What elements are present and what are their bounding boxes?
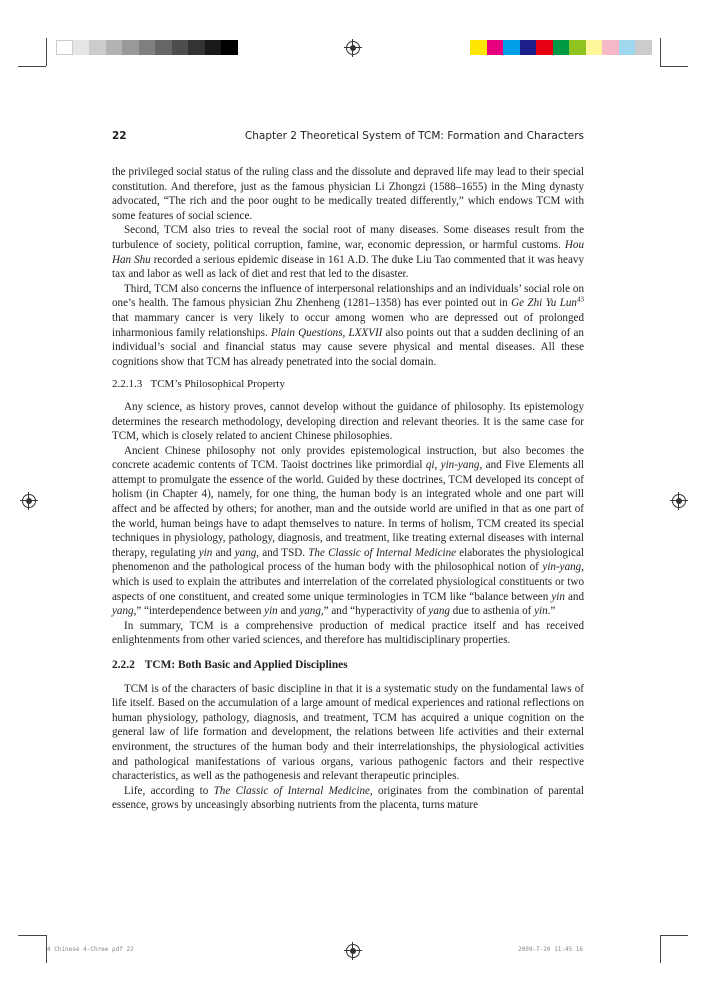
gray-bar-swatch bbox=[221, 40, 238, 55]
gray-bar-swatch bbox=[56, 40, 73, 55]
color-bar-swatch bbox=[470, 40, 487, 55]
running-head: Chapter 2 Theoretical System of TCM: Formation and Characters bbox=[244, 130, 584, 142]
registration-mark-top bbox=[346, 41, 360, 55]
crop-mark-bottom-right-v bbox=[660, 935, 661, 963]
color-bar-swatch bbox=[503, 40, 520, 55]
crop-mark-bottom-left-h bbox=[18, 935, 46, 936]
crop-mark-top-right-h bbox=[660, 66, 688, 67]
crop-mark-top-left-v bbox=[46, 38, 47, 66]
section-number: 2.2.1.3 bbox=[112, 378, 143, 391]
color-bar-swatch bbox=[619, 40, 636, 55]
color-bar-swatch bbox=[635, 40, 652, 55]
print-slug-right: 2009-7-20 11:45 16 bbox=[518, 946, 584, 953]
crop-mark-bottom-right-h bbox=[660, 935, 688, 936]
gray-bar-swatch bbox=[188, 40, 205, 55]
color-bar-swatch bbox=[586, 40, 603, 55]
registration-mark-left bbox=[22, 494, 36, 508]
paragraph: Ancient Chinese philosophy not only provides epistemological instruction, but also becomes the concrete academic contents of TCM. Taoist doctrines like primordial qi, yin-yang, and Five Elements all attempt to promulgate the essence of the world. Guided by these doctrines, TCM developed its concept of holism (in Chapter 4), namely, for one thing, the human body is an integrated whole and one part will affect and be affected by others; for another, man and the outside world are unified in that as one part of the world, human beings have to adapt themselves to nature. In terms of holism, TCM created its special techniques in physiology, pathology, diagnosis, and treatment, like treating external diseases with internal therapy, regulating yin and yang, and TSD. The Classic of Internal Medicine elaborates the physiological phenomenon and the pathological process of the human body with the philosophical notion of yin-yang, which is used to explain the attributes and interrelation of the correlated physiological constituents or two aspects of one constituent, and created some unique terminologies in TCM like “balance between yin and yang,” “interdependence between yin and yang,” and “hyperactivity of yang due to asthenia of yin.” bbox=[112, 444, 585, 618]
section-heading-2-2-2 bbox=[112, 658, 584, 673]
gray-bar-swatch bbox=[122, 40, 139, 55]
gray-bar-swatch bbox=[139, 40, 156, 55]
gray-bar-swatch bbox=[73, 40, 90, 55]
section-title: TCM: Both Basic and Applied Disciplines bbox=[144, 659, 348, 671]
section-number: 2.2.2 bbox=[112, 659, 135, 671]
gray-bar-swatch bbox=[106, 40, 123, 55]
paragraph: Life, according to The Classic of Internal Medicine, originates from the combination of parental essence, grows by unceasingly absorbing nutrients from the placenta, turns mature bbox=[112, 784, 584, 812]
crop-mark-top-right-v bbox=[660, 38, 661, 66]
registration-mark-bottom bbox=[346, 944, 360, 958]
section-title: TCM’s Philosophical Property bbox=[150, 378, 285, 391]
registration-mark-right bbox=[672, 494, 686, 508]
paragraph: Second, TCM also tries to reveal the social root of many diseases. Some diseases result from the turbulence of society, political corruption, famine, war, economic depression, or harmful customs. Hou Han Shu recorded a serious epidemic disease in 161 A.D. The duke Liu Tao commented that it was heavy tax and labor as well as lack of diet and rest that led to the disaster. bbox=[112, 224, 584, 281]
color-bar-swatch bbox=[553, 40, 570, 55]
paragraph: Third, TCM also concerns the influence of interpersonal relationships and an individuals’ social role on one’s health. The famous physician Zhu Zhenheng (1281–1358) has ever pointed out in Ge Zhi Yu Lun$^{43}$ that mammary cancer is very likely to occur among women who are depressed out of prolonged inharmonious family relationships. Plain Questions, LXXVII also points out that a sudden declining of an individual’s social and financial status may cause severe physical and mental diseases. All these cognitions show that TCM has already penetrated into the social domain. bbox=[112, 282, 584, 368]
print-slug-left: 4 Chinese 4-Chree pdf 22 bbox=[47, 946, 134, 953]
gray-bar-swatch bbox=[89, 40, 106, 55]
gray-bar-swatch bbox=[155, 40, 172, 55]
crop-mark-top-left-h bbox=[18, 66, 46, 67]
color-bar-swatch bbox=[536, 40, 553, 55]
gray-bar-swatch bbox=[205, 40, 222, 55]
paragraph: In summary, TCM is a comprehensive production of medical practice itself and has received enlightenments from other varied sciences, and therefore has multidisciplinary properties. bbox=[112, 619, 584, 647]
paragraph: TCM is of the characters of basic discipline in that it is a systematic study on the fundamental laws of life itself. Based on the accumulation of a large amount of medical experiences and rational reflections on human physiology, pathology, diagnosis, and treatment, TCM has acquired a unique cognition on the general law of life formation and development, the relations between life activities and their external environment, the structures of the human body and their interrelationships, the physiological activities and pathological manifestations of various organs, various pathogenic factors and their respective characteristics, as well as the pathogenesis and relevant therapeutic principles. bbox=[112, 682, 584, 783]
color-bar-swatch bbox=[520, 40, 537, 55]
page-body bbox=[112, 165, 584, 813]
gray-bar-swatch bbox=[172, 40, 189, 55]
page-number: 22 bbox=[112, 130, 127, 142]
paragraph: the privileged social status of the ruling class and the dissolute and depraved life may lead to their special constitution. And therefore, just as the famous physician Li Zhongzi (1588–1655) in the Ming dynasty advocated, “The rich and the poor ought to be medically treated differently,” which endows TCM with some features of social science. bbox=[112, 166, 584, 222]
color-bar-swatch bbox=[487, 40, 504, 55]
color-bar-swatch bbox=[569, 40, 586, 55]
paragraph: Any science, as history proves, cannot develop without the guidance of philosophy. Its epistemology determines the research methodology, developing direction and relevant theories. It is the same case for TCM, which is closely related to ancient Chinese philosophies. bbox=[112, 400, 584, 443]
section-heading-2-2-1-3 bbox=[112, 377, 584, 392]
color-bar-swatch bbox=[602, 40, 619, 55]
